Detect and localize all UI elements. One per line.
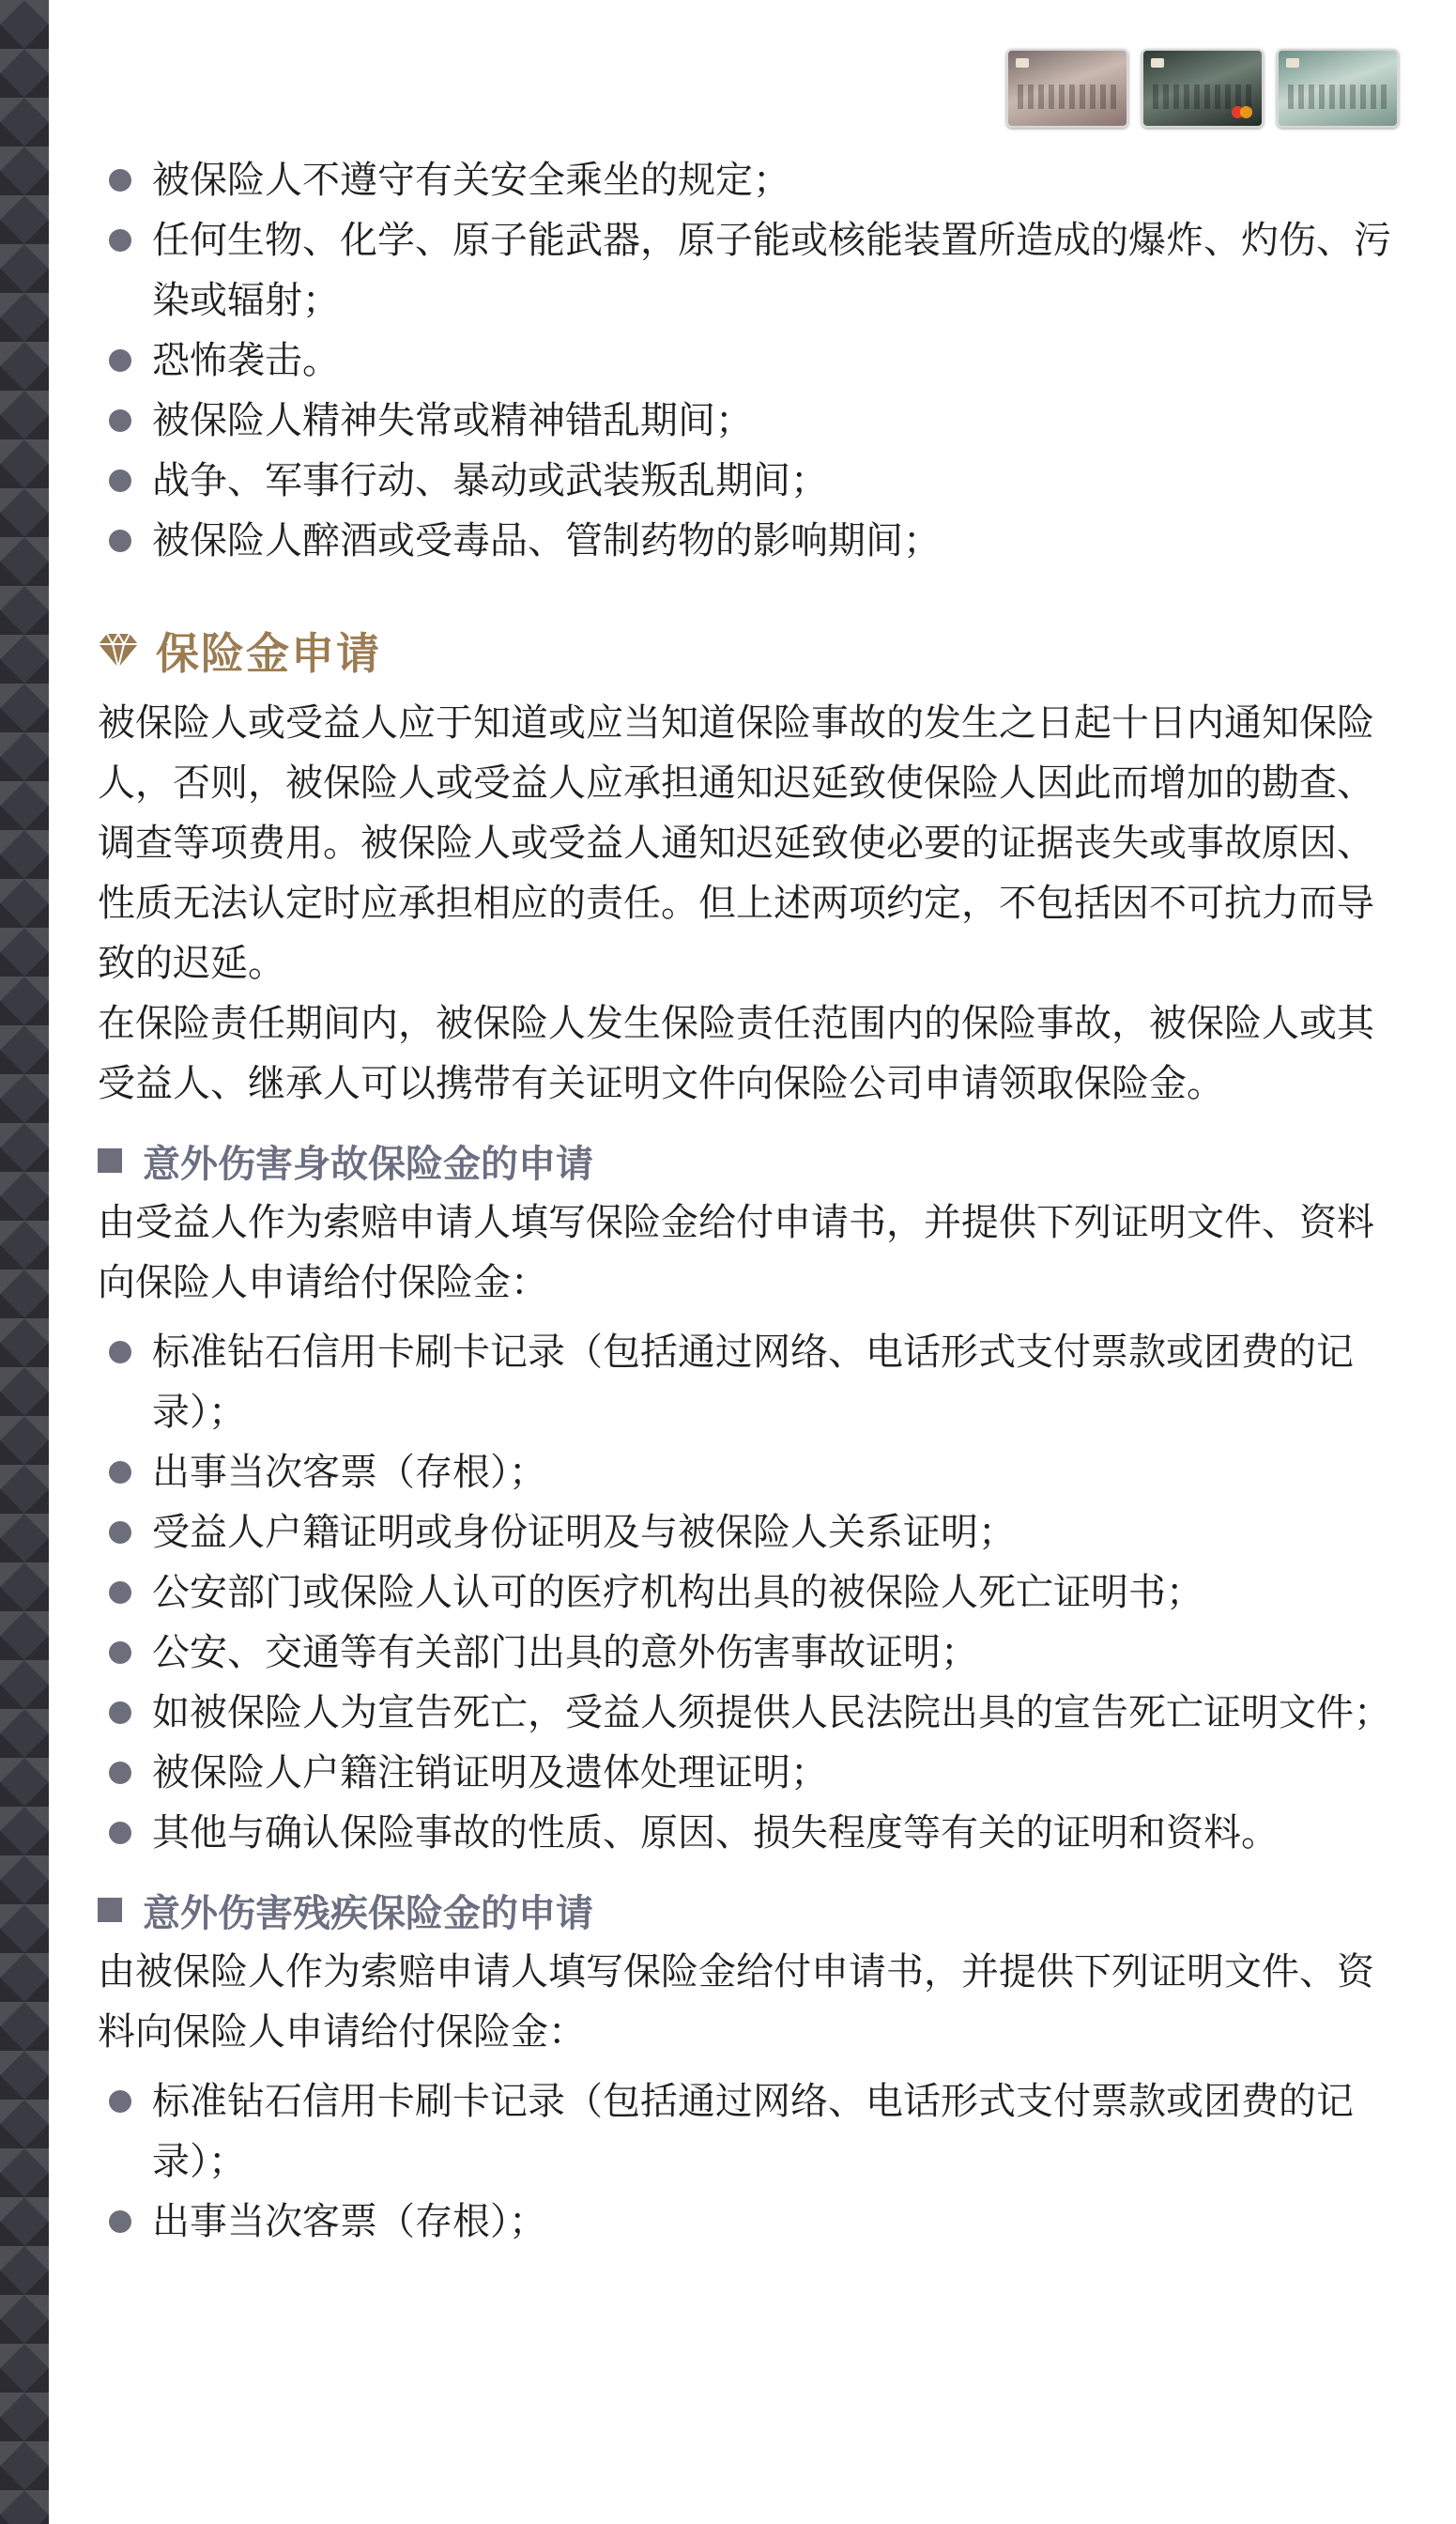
- disability-claim-documents-list: [98, 2071, 1393, 2252]
- section-title: 保险金申请: [156, 628, 381, 679]
- list-item: 被保险人醉酒或受毒品、管制药物的影响期间；: [98, 511, 1393, 571]
- bullet-icon: [109, 1581, 131, 1604]
- bullet-icon: [109, 1641, 131, 1664]
- list-item: 其他与确认保险事故的性质、原因、损失程度等有关的证明和资料。: [98, 1803, 1393, 1863]
- list-item: 公安部门或保险人认可的医疗机构出具的被保险人死亡证明书；: [98, 1562, 1393, 1623]
- list-item: 战争、军事行动、暴动或武装叛乱期间；: [98, 451, 1393, 511]
- mastercard-logo-icon: [1232, 106, 1252, 118]
- list-item: 恐怖袭击。: [98, 331, 1393, 391]
- bullet-icon: [109, 409, 131, 432]
- bullet-icon: [109, 530, 131, 552]
- diamond-icon: [98, 632, 139, 669]
- list-item: 任何生物、化学、原子能武器，原子能或核能装置所造成的爆炸、灼伤、污染或辐射；: [98, 210, 1393, 331]
- section-header: [98, 618, 1393, 684]
- bullet-icon: [109, 2090, 131, 2113]
- list-item: 受益人户籍证明或身份证明及与被保险人关系证明；: [98, 1502, 1393, 1562]
- bullet-icon: [109, 1521, 131, 1544]
- death-claim-documents-list: [98, 1322, 1393, 1863]
- decorative-side-band: [0, 0, 49, 2524]
- bullet-icon: [109, 1762, 131, 1784]
- credit-card-image: [1277, 49, 1399, 128]
- list-item: 如被保险人为宣告死亡，受益人须提供人民法院出具的宣告死亡证明文件；: [98, 1683, 1393, 1743]
- bullet-icon: [109, 469, 131, 492]
- credit-card-image: [1006, 49, 1128, 128]
- list-item: 公安、交通等有关部门出具的意外伤害事故证明；: [98, 1623, 1393, 1683]
- subsection-header: [98, 1882, 1393, 1938]
- card-thumbnails: [1006, 49, 1399, 128]
- credit-card-image: [1142, 49, 1264, 128]
- list-item: 被保险人精神失常或精神错乱期间；: [98, 391, 1393, 451]
- paragraph: 在保险责任期间内，被保险人发生保险责任范围内的保险事故，被保险人或其受益人、继承人可以携带有关证明文件向保险公司申请领取保险金。: [98, 1002, 1374, 1105]
- bullet-icon: [109, 2210, 131, 2233]
- bullet-icon: [109, 1461, 131, 1484]
- bullet-icon: [109, 229, 131, 252]
- paragraph: 由被保险人作为索赔申请人填写保险金给付申请书，并提供下列证明文件、资料向保险人申请给付保险金：: [98, 1950, 1374, 2054]
- list-item: 被保险人户籍注销证明及遗体处理证明；: [98, 1743, 1393, 1803]
- subsection-title: 意外伤害残疾保险金的申请: [143, 1891, 593, 1935]
- list-item: 标准钻石信用卡刷卡记录（包括通过网络、电话形式支付票款或团费的记录）；: [98, 1322, 1393, 1442]
- list-item: 被保险人不遵守有关安全乘坐的规定；: [98, 150, 1393, 210]
- bullet-icon: [109, 1341, 131, 1363]
- list-item: 出事当次客票（存根）；: [98, 1442, 1393, 1502]
- bullet-icon: [109, 1701, 131, 1724]
- bullet-icon: [109, 1822, 131, 1844]
- list-item: 出事当次客票（存根）；: [98, 2192, 1393, 2252]
- square-bullet-icon: [98, 1898, 122, 1922]
- subsection-title: 意外伤害身故保险金的申请: [143, 1142, 593, 1186]
- bullet-icon: [109, 349, 131, 372]
- paragraph: 被保险人或受益人应于知道或应当知道保险事故的发生之日起十日内通知保险人，否则，被保险人或受益人应承担通知迟延致使保险人因此而增加的勘查、调查等项费用。被保险人或受益人通知迟延致使必要的证据丧失或事故原因、性质无法认定时应承担相应的责任。但上述两项约定，不包括因不可抗力而导致的迟延。: [98, 701, 1374, 985]
- bullet-icon: [109, 169, 131, 192]
- subsection-header: [98, 1132, 1393, 1189]
- square-bullet-icon: [98, 1148, 122, 1173]
- list-item: 标准钻石信用卡刷卡记录（包括通过网络、电话形式支付票款或团费的记录）；: [98, 2071, 1393, 2192]
- exclusions-list: [98, 150, 1393, 571]
- document-body: [98, 150, 1393, 2252]
- paragraph: 由受益人作为索赔申请人填写保险金给付申请书，并提供下列证明文件、资料向保险人申请给付保险金：: [98, 1201, 1374, 1304]
